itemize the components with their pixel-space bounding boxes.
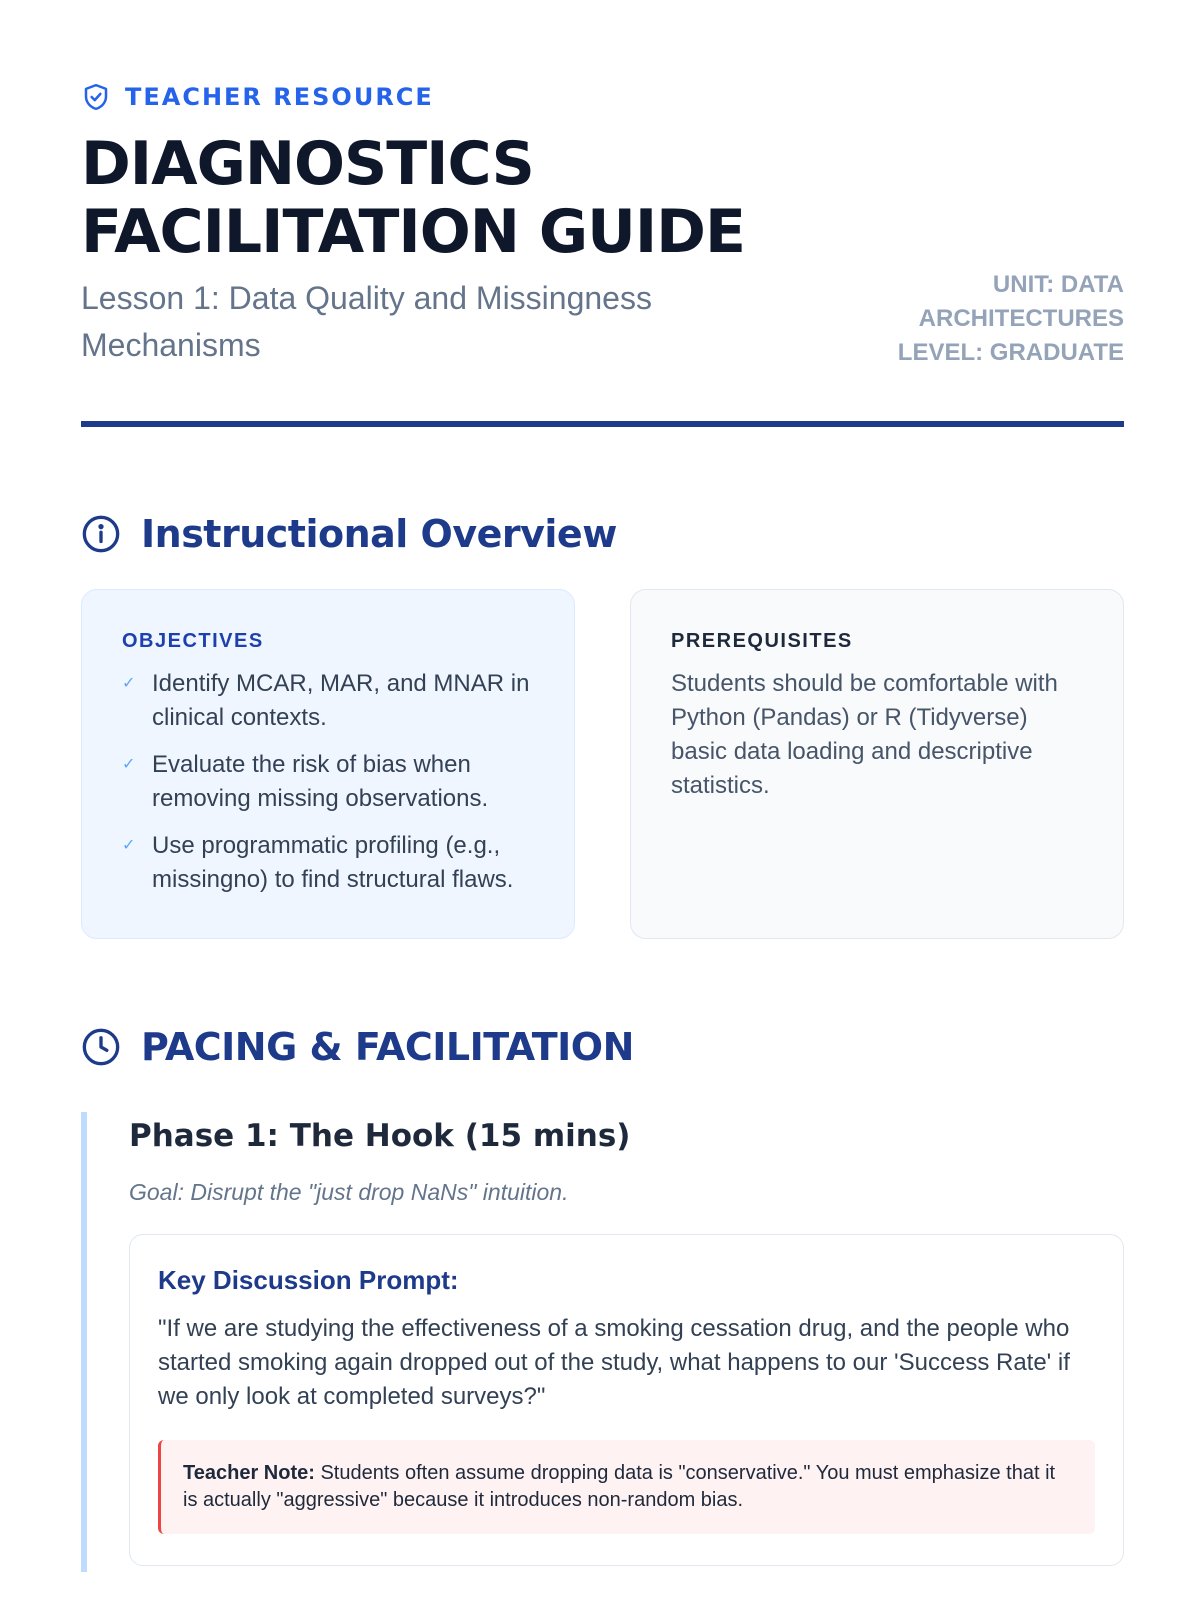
shield-check-icon <box>81 82 111 112</box>
phase-title: Phase 1: The Hook (15 mins) <box>129 1118 631 1154</box>
facilitation-guide-page <box>81 0 1124 1600</box>
objective-text: Identify MCAR, MAR, and MNAR in clinical contexts. <box>152 670 530 731</box>
teacher-note-label: Teacher Note: <box>183 1462 315 1484</box>
eyebrow <box>81 82 434 112</box>
objectives-label: OBJECTIVES <box>122 630 264 652</box>
page-title <box>81 130 881 266</box>
title-line: DIAGNOSTICS <box>81 129 534 199</box>
title-line: FACILITATION GUIDE <box>81 197 745 267</box>
pacing-section-header <box>81 1025 634 1069</box>
phase-block <box>81 1112 1124 1572</box>
eyebrow-text: TEACHER RESOURCE <box>125 83 434 111</box>
meta-line: ARCHITECTURES <box>918 305 1124 332</box>
overview-section-header <box>81 512 617 556</box>
lesson-subtitle: Lesson 1: Data Quality and Missingness Mechanisms <box>81 280 652 363</box>
list-item <box>122 667 534 735</box>
prerequisites-text: Students should be comfortable with Python (Pandas) or R (Tidyverse) basic data loading and descriptive statistics. <box>671 670 1058 799</box>
info-circle-icon <box>81 514 121 554</box>
prerequisites-card <box>630 589 1124 939</box>
section-title: PACING & FACILITATION <box>141 1025 634 1069</box>
discussion-prompt-box <box>129 1234 1124 1566</box>
check-icon: ✓ <box>122 675 136 692</box>
objective-text: Evaluate the risk of bias when removing missing observations. <box>152 751 489 812</box>
unit-level-meta <box>864 268 1124 370</box>
check-icon: ✓ <box>122 837 136 854</box>
phase-goal: Goal: Disrupt the "just drop NaNs" intuition. <box>129 1179 569 1205</box>
section-title: Instructional Overview <box>141 512 617 556</box>
objectives-card <box>81 589 575 939</box>
prompt-label: Key Discussion Prompt: <box>158 1265 459 1295</box>
teacher-note-text: Students often assume dropping data is "conservative." You must emphasize that it is actually "aggressive" because it introduces non-random bias. <box>183 1462 1056 1511</box>
list-item <box>122 829 534 897</box>
check-icon: ✓ <box>122 756 136 773</box>
clock-icon <box>81 1027 121 1067</box>
header-divider <box>81 421 1124 427</box>
list-item <box>122 748 534 816</box>
objectives-list <box>122 667 534 897</box>
objective-text: Use programmatic profiling (e.g., missingno) to find structural flaws. <box>152 832 514 893</box>
prerequisites-label: PREREQUISITES <box>671 630 853 652</box>
prompt-text: "If we are studying the effectiveness of a smoking cessation drug, and the people who started smoking again dropped out of the study, what happens to our 'Success Rate' if we only look at completed surveys?" <box>158 1315 1070 1410</box>
meta-line: LEVEL: GRADUATE <box>897 339 1124 366</box>
teacher-note <box>158 1440 1095 1534</box>
meta-line: UNIT: DATA <box>992 271 1124 298</box>
